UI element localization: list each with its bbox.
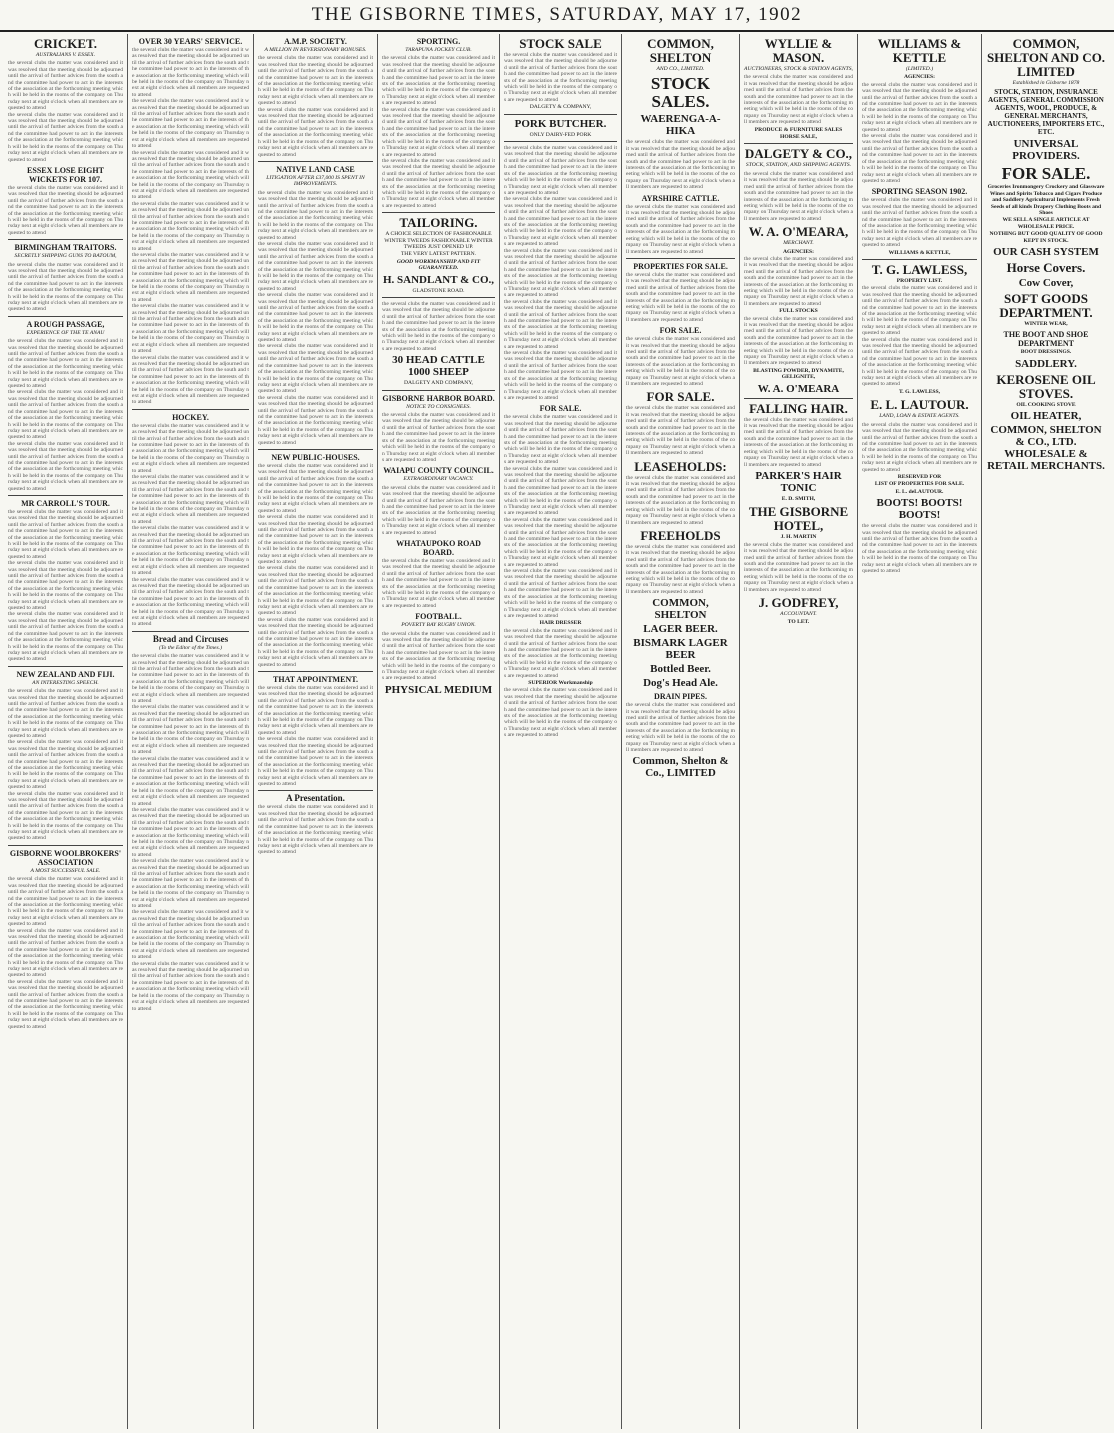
heading: FOR SALE. [539,404,582,414]
article-text: the several clubs the matter was considered and it was resolved that the meeting should be adjourned until the arrival of further advices from the south and the committee had power to act in the interests of the association at the forthcoming meeting which will be held in the rooms of the company on Thursday next at eight o'clock when all members are requested to attend [382,630,495,682]
article-text: the several clubs the matter was considered and it was resolved that the meeting should be adjourned until the arrival of further advices from the south and the committee had power to act in the interests of the association at the forthcoming meeting which will be held in the rooms of the company on Thursday next at eight o'clock when all members are requested to attend [132,806,249,858]
article-text: the several clubs the matter was considered and it was resolved that the meeting should be adjourned until the arrival of further advices from the south and the committee had power to act in the interests of the association at the forthcoming meeting which will be held in the rooms of the company on Thursday next at eight o'clock when all members are requested to attend [504,52,617,103]
heading: DRAIN PIPES. [654,692,707,702]
heading: NEW PUBLIC-HOUSES. [271,452,360,462]
article-text: the several clubs the matter was considered and it was resolved that the meeting should be adjourned until the arrival of further advices from the south and the committee had power to act in the interests of the association at the forthcoming meeting which will be held in the rooms of the company on Thursday next at eight o'clock when all members are requested to attend [626,271,735,323]
heading: E. L. LAUTOUR. [870,397,969,413]
article-text: the several clubs the matter was considered and it was resolved that the meeting should be adjourned until the arrival of further advices from the south and the committee had power to act in the interests of the association at the forthcoming meeting which will be held in the rooms of the company on Thursday next at eight o'clock when all members are requested to attend [744,255,853,307]
column-6 [622,34,740,1429]
divider [504,114,617,115]
article-text: the several clubs the matter was considered and it was resolved that the meeting should be adjourned until the arrival of further advices from the south and the committee had power to act in the interests of the association at the forthcoming meeting which will be held in the rooms of the company on Thursday next at eight o'clock when all members are requested to attend [8,790,123,842]
article-text: the several clubs the matter was considered and it was resolved that the meeting should be adjourned until the arrival of further advices from the south and the committee had power to act in the interests of the association at the forthcoming meeting which will be held in the rooms of the company on Thursday next at eight o'clock when all members are requested to attend [132,960,249,1012]
column-4 [378,34,500,1429]
subheading: NOTICE TO CONSIGNEES. [406,403,471,410]
column-1 [4,34,128,1429]
heading: SOFT GOODS DEPARTMENT. [999,291,1093,321]
subheading: STOCK, STATION, AND SHIPPING AGENTS. [745,162,852,169]
divider [382,212,495,213]
classified-text: the several clubs the matter was considered and it was resolved that the meeting should be adjourned until the arrival of further advices from the south and the committee had power to act in the interests of the association at the forthcoming meeting which will be held in the rooms of the company on Thursday next at eight o'clock when all members are requested to attend [504,414,617,466]
ad-title: OIL HEATER, [1010,410,1082,423]
article-text: the several clubs the matter was considered and it was resolved that the meeting should be adjourned until the arrival of further advices from the south and the committee had power to act in the interests of the association at the forthcoming meeting which will be held in the rooms of the company on Thursday next at eight o'clock when all members are requested to attend [132,303,249,355]
classified-text: the several clubs the matter was considered and it was resolved that the meeting should be adjourned until the arrival of further advices from the south and the committee had power to act in the interests of the association at the forthcoming meeting which will be held in the rooms of the company on Thursday next at eight o'clock when all members are requested to attend [504,350,617,401]
article-text: the several clubs the matter was considered and it was resolved that the meeting should be adjourned until the arrival of further advices from the south and the committee had power to act in the interests of the association at the forthcoming meeting which will be held in the rooms of the company on Thursday next at eight o'clock when all members are requested to attend [8,978,123,1030]
article-text: the several clubs the matter was considered and it was resolved that the meeting should be adjourned until the arrival of further advices from the south and the committee had power to act in the interests of the association at the forthcoming meeting which will be held in the rooms of the company on Thursday next at eight o'clock when all members are requested to attend [862,336,977,388]
heading: BIRMINGHAM TRAITORS. [14,243,117,253]
classified-text: the several clubs the matter was considered and it was resolved that the meeting should be adjourned until the arrival of further advices from the south and the committee had power to act in the interests of the association at the forthcoming meeting which will be held in the rooms of the company on Thursday next at eight o'clock when all members are requested to attend [504,568,617,619]
article-text: the several clubs the matter was considered and it was resolved that the meeting should be adjourned until the arrival of further advices from the south and the committee had power to act in the interests of the association at the forthcoming meeting which will be held in the rooms of the company on Thursday next at eight o'clock when all members are requested to attend [626,702,735,753]
article-text: the several clubs the matter was considered and it was resolved that the meeting should be adjourned until the arrival of further advices from the south and the committee had power to act in the interests of the association at the forthcoming meeting which will be held in the rooms of the company on Thursday next at eight o'clock when all members are requested to attend [258,616,373,668]
article-text: the several clubs the matter was considered and it was resolved that the meeting should be adjourned until the arrival of further advices from the south and the committee had power to act in the interests of the association at the forthcoming meeting which will be held in the rooms of the company on Thursday next at eight o'clock when all members are requested to attend [382,557,495,609]
article-text: the several clubs the matter was considered and it was resolved that the meeting should be adjourned until the arrival of further advices from the south and the committee had power to act in the interests of the association at the forthcoming meeting which will be held in the rooms of the company on Thursday next at eight o'clock when all members are requested to attend [744,170,853,222]
divider [862,259,977,260]
subheading: TARAPUNA JOCKEY CLUB. [405,47,472,53]
subheading: Established in Gisborne 1878 [1012,80,1080,86]
heading: SPORTING. [416,37,461,46]
subheading: (To the Editor of the Times.) [159,644,222,651]
heading: GISBORNE HARBOR BOARD. [382,393,495,403]
heading: FOOTBALL. [415,612,462,622]
article-text: the several clubs the matter was considered and it was resolved that the meeting should be adjourned until the arrival of further advices from the south and the committee had power to act in the interests of the association at the forthcoming meeting which will be held in the rooms of the company on Thursday next at eight o'clock when all members are requested to attend [132,200,249,252]
ad-text: GLADSTONE ROAD. [412,287,465,294]
article-text: the several clubs the matter was considered and it was resolved that the meeting should be adjourned until the arrival of further advices from the south and the committee had power to act in the interests of the association at the forthcoming meeting which will be held in the rooms of the company on Thursday next at eight o'clock when all members are requested to attend [744,74,853,126]
ad-title: Common, Shelton & Co., LIMITED [632,755,729,780]
article-text: the several clubs the matter was considered and it was resolved that the meeting should be adjourned until the arrival of further advices from the south and the committee had power to act in the interests of the association at the forthcoming meeting which will be held in the rooms of the company on Thursday next at eight o'clock when all members are requested to attend [132,474,249,525]
ad-text: J. H. MARTIN [780,534,817,541]
divider [8,316,123,317]
ad-text: LIST OF PROPERTIES FOR SALE. [874,481,965,488]
classified-text: the several clubs the matter was considered and it was resolved that the meeting should be adjourned until the arrival of further advices from the south and the committee had power to act in the interests of the association at the forthcoming meeting which will be held in the rooms of the company on Thursday next at eight o'clock when all members are requested to attend [504,196,617,248]
article-text: the several clubs the matter was considered and it was resolved that the meeting should be adjourned until the arrival of further advices from the south and the committee had power to act in the interests of the association at the forthcoming meeting which will be held in the rooms of the company on Thursday next at eight o'clock when all members are requested to attend [8,184,123,236]
article-text: the several clubs the matter was considered and it was resolved that the meeting should be adjourned until the arrival of further advices from the south and the committee had power to act in the interests of the association at the forthcoming meeting which will be held in the rooms of the company on Thursday next at eight o'clock when all members are requested to attend [258,514,373,566]
article-text: the several clubs the matter was considered and it was resolved that the meeting should be adjourned until the arrival of further advices from the south and the committee had power to act in the interests of the association at the forthcoming meeting which will be held in the rooms of the company on Thursday next at eight o'clock when all members are requested to attend [744,416,853,468]
article-text: the several clubs the matter was considered and it was resolved that the meeting should be adjourned until the arrival of further advices from the south and the committee had power to act in the interests of the association at the forthcoming meeting which will be held in the rooms of the company on Thursday next at eight o'clock when all members are requested to attend [132,422,249,474]
heading: A Presentation. [286,793,345,804]
article-text: the several clubs the matter was considered and it was resolved that the meeting should be adjourned until the arrival of further advices from the south and the committee had power to act in the interests of the association at the forthcoming meeting which will be held in the rooms of the company on Thursday next at eight o'clock when all members are requested to attend [258,565,373,617]
ad-title: OUR CASH SYSTEM [993,246,1099,259]
divider [258,671,373,672]
heading: WYLLIE & MASON. [764,36,833,65]
ad-text: FULL STOCKS [779,308,818,315]
column-8 [858,34,982,1429]
heading: COMMON, SHELTON AND CO. LIMITED [986,36,1106,79]
article-text: the several clubs the matter was considered and it was resolved that the meeting should be adjourned until the arrival of further advices from the south and the committee had power to act in the interests of the association at the forthcoming meeting which will be held in the rooms of the company on Thursday next at eight o'clock when all members are requested to attend [862,81,977,133]
heading: ESSEX LOSE EIGHT WICKETS FOR 107. [27,165,104,184]
article-text: the several clubs the matter was considered and it was resolved that the meeting should be adjourned until the arrival of further advices from the south and the committee had power to act in the interests of the association at the forthcoming meeting which will be held in the rooms of the company on Thursday next at eight o'clock when all members are requested to attend [626,139,735,191]
article-text: the several clubs the matter was considered and it was resolved that the meeting should be adjourned until the arrival of further advices from the south and the committee had power to act in the interests of the association at the forthcoming meeting which will be held in the rooms of the company on Thursday next at eight o'clock when all members are requested to attend [626,474,735,526]
heading: THE BOOT AND SHOE DEPARTMENT [1003,330,1089,349]
ad-text: NOTHING BUT GOOD QUALITY OF GOOD KEPT IN STOCK. [989,231,1103,244]
heading: GISBORNE WOOLBROKERS' ASSOCIATION [9,848,122,867]
divider [258,449,373,450]
article-text: the several clubs the matter was considered and it was resolved that the meeting should be adjourned until the arrival of further advices from the south and the committee had power to act in the interests of the association at the forthcoming meeting which will be held in the rooms of the company on Thursday next at eight o'clock when all members are requested to attend [258,106,373,158]
heading: HOCKEY. [172,412,209,422]
article-text: the several clubs the matter was considered and it was resolved that the meeting should be adjourned until the arrival of further advices from the south and the committee had power to act in the interests of the association at the forthcoming meeting which will be held in the rooms of the company on Thursday next at eight o'clock when all members are requested to attend [382,106,495,158]
article-text: the several clubs the matter was considered and it was resolved that the meeting should be adjourned until the arrival of further advices from the south and the committee had power to act in the interests of the association at the forthcoming meeting which will be held in the rooms of the company on Thursday next at eight o'clock when all members are requested to attend [8,60,123,112]
article-text: the several clubs the matter was considered and it was resolved that the meeting should be adjourned until the arrival of further advices from the south and the committee had power to act in the interests of the association at the forthcoming meeting which will be held in the rooms of the company on Thursday next at eight o'clock when all members are requested to attend [8,876,123,928]
ad-text: BLASTING POWDER, DYNAMITE, GELIGNITE, [753,367,844,381]
subheading: AUSTRALIANS V. ESSEX. [35,52,96,58]
heading-cricket: CRICKET. [34,36,97,51]
subheading: EXTRAORDINARY VACANCY. [403,476,474,483]
heading: NEW ZEALAND AND FIJI. [16,669,115,679]
article-text: the several clubs the matter was considered and it was resolved that the meeting should be adjourned until the arrival of further advices from the south and the committee had power to act in the interests of the association at the forthcoming meeting which will be held in the rooms of the company on Thursday next at eight o'clock when all members are requested to attend [258,804,373,856]
article-text: the several clubs the matter was considered and it was resolved that the meeting should be adjourned until the arrival of further advices from the south and the committee had power to act in the interests of the association at the forthcoming meeting which will be held in the rooms of the company on Thursday next at eight o'clock when all members are requested to attend [862,133,977,184]
ad-text: AGENCIES: [782,248,815,255]
heading: PROPERTIES FOR SALE. [633,261,728,271]
column-3 [254,34,378,1429]
article-text: the several clubs the matter was considered and it was resolved that the meeting should be adjourned until the arrival of further advices from the south and the committee had power to act in the interests of the association at the forthcoming meeting which will be held in the rooms of the company on Thursday next at eight o'clock when all members are requested to attend [132,149,249,201]
column-2 [128,34,254,1429]
ad-title: Cow Cover, [1018,277,1074,290]
subheading: SECRETLY SHIPPING GUNS TO BATOUM, [14,253,117,260]
ad-text: DALGETY & COMPANY, [529,104,592,111]
heading: WHATAUPOKO ROAD BOARD. [396,538,481,557]
subheading: A MILLION IN REVERSIONARY BONUSES. [264,47,367,53]
heading: THAT APPOINTMENT. [273,674,358,684]
article-text: the several clubs the matter was considered and it was resolved that the meeting should be adjourned until the arrival of further advices from the south and the committee had power to act in the interests of the association at the forthcoming meeting which will be held in the rooms of the company on Thursday next at eight o'clock when all members are requested to attend [744,315,853,367]
heading: Bread and Circuses [152,633,229,644]
heading: THE GISBORNE HOTEL, [748,504,849,534]
ad-title: Bottled Beer. [650,663,711,676]
article-text: the several clubs the matter was considered and it was resolved that the meeting should be adjourned until the arrival of further advices from the south and the committee had power to act in the interests of the association at the forthcoming meeting which will be held in the rooms of the company on Thursday next at eight o'clock when all members are requested to attend [258,292,373,344]
article-text: the several clubs the matter was considered and it was resolved that the meeting should be adjourned until the arrival of further advices from the south and the committee had power to act in the interests of the association at the forthcoming meeting which will be held in the rooms of the company on Thursday next at eight o'clock when all members are requested to attend [862,285,977,337]
heading: NATIVE LAND CASE [276,164,355,174]
subheading: AND CO., LIMITED. [656,66,705,72]
ad-title: W. A. O'MEARA [757,382,840,395]
divider [382,297,495,298]
ad-text: WILLIAMS & KETTLE, [888,249,951,256]
article-text: the several clubs the matter was considered and it was resolved that the meeting should be adjourned until the arrival of further advices from the south and the committee had power to act in the interests of the association at the forthcoming meeting which will be held in the rooms of the company on Thursday next at eight o'clock when all members are requested to attend [626,203,735,255]
article-text: the several clubs the matter was considered and it was resolved that the meeting should be adjourned until the arrival of further advices from the south and the committee had power to act in the interests of the association at the forthcoming meeting which will be held in the rooms of the company on Thursday next at eight o'clock when all members are requested to attend [132,909,249,961]
ad-title: LAGER BEER. [643,623,718,636]
ad-title: Dog's Head Ale. [643,677,718,690]
heading: FREEHOLDS [640,527,721,543]
divider [8,239,123,240]
subheading: EXPERIENCE OF THE TE ANAU [26,329,105,336]
divider [744,143,853,144]
ad-text: A CHOICE SELECTION OF FASHIONABLE WINTER TWEEDS FASHIONABLE WINTER TWEEDS JUST OPENED UP. [384,231,493,250]
classified-text: the several clubs the matter was considered and it was resolved that the meeting should be adjourned until the arrival of further advices from the south and the committee had power to act in the interests of the association at the forthcoming meeting which will be held in the rooms of the company on Thursday next at eight o'clock when all members are requested to attend [504,627,617,679]
divider [258,790,373,791]
heading: SPORTING SEASON 1902. [871,187,968,197]
article-text: the several clubs the matter was considered and it was resolved that the meeting should be adjourned until the arrival of further advices from the south and the committee had power to act in the interests of the association at the forthcoming meeting which will be held in the rooms of the company on Thursday next at eight o'clock when all members are requested to attend [132,704,249,756]
ad-title: COMMON, SHELTON & CO., LTD. WHOLESALE & RETAIL MERCHANTS. [987,424,1105,473]
article-text: the several clubs the matter was considered and it was resolved that the meeting should be adjourned until the arrival of further advices from the south and the committee had power to act in the interests of the association at the forthcoming meeting which will be held in the rooms of the company on Thursday next at eight o'clock when all members are requested to attend [258,240,373,292]
ad-text: ONLY DAIRY-FED PORK [529,131,592,138]
divider [8,845,123,846]
heading: A.M.P. SOCIETY. [284,37,347,46]
heading: FOR SALE. [1001,164,1091,184]
heading: J. GODFREY, [758,594,839,610]
ad-text: OIL COOKING STOVE [1016,401,1076,408]
column-5 [500,34,622,1429]
article-text: the several clubs the matter was considered and it was resolved that the meeting should be adjourned until the arrival of further advices from the south and the committee had power to act in the interests of the association at the forthcoming meeting which will be held in the rooms of the company on Thursday next at eight o'clock when all members are requested to attend [8,611,123,663]
article-text: the several clubs the matter was considered and it was resolved that the meeting should be adjourned until the arrival of further advices from the south and the committee had power to act in the interests of the association at the forthcoming meeting which will be held in the rooms of the company on Thursday next at eight o'clock when all members are requested to attend [258,684,373,736]
article-text: the several clubs the matter was considered and it was resolved that the meeting should be adjourned until the arrival of further advices from the south and the committee had power to act in the interests of the association at the forthcoming meeting which will be held in the rooms of the company on Thursday next at eight o'clock when all members are requested to attend [8,508,123,560]
classified-text: the several clubs the matter was considered and it was resolved that the meeting should be adjourned until the arrival of further advices from the south and the committee had power to act in the interests of the association at the forthcoming meeting which will be held in the rooms of the company on Thursday next at eight o'clock when all members are requested to attend [504,247,617,299]
ad-text: GOOD WORKMANSHIP AND FIT GUARANTEED. [396,258,481,272]
ad-text: TO LET. [787,619,810,626]
article-text: the several clubs the matter was considered and it was resolved that the meeting should be adjourned until the arrival of further advices from the south and the committee had power to act in the interests of the association at the forthcoming meeting which will be held in the rooms of the company on Thursday next at eight o'clock when all members are requested to attend [258,736,373,788]
ad-text: WINTER WEAR, [1024,321,1068,328]
ad-title: UNIVERSAL PROVIDERS. [1012,138,1080,163]
heading: FOR SALE. [646,389,715,405]
heading: WAIAPU COUNTY COUNCIL. [383,466,494,476]
article-text: the several clubs the matter was considered and it was resolved that the meeting should be adjourned until the arrival of further advices from the south and the committee had power to act in the interests of the association at the forthcoming meeting which will be held in the rooms of the company on Thursday next at eight o'clock when all members are requested to attend [626,543,735,595]
ad-title: BISMARK LAGER BEER [633,637,728,662]
ad-text: E. D. SMITH, [781,495,816,502]
ad-title: PORK BUTCHER. [514,117,607,130]
article-text: the several clubs the matter was considered and it was resolved that the meeting should be adjourned until the arrival of further advices from the south and the committee had power to act in the interests of the association at the forthcoming meeting which will be held in the rooms of the company on Thursday next at eight o'clock when all members are requested to attend [258,462,373,514]
masthead: THE GISBORNE TIMES, SATURDAY, MAY 17, 1902 [0,0,1114,32]
article-text: the several clubs the matter was considered and it was resolved that the meeting should be adjourned until the arrival of further advices from the south and the committee had power to act in the interests of the association at the forthcoming meeting which will be held in the rooms of the company on Thursday next at eight o'clock when all members are requested to attend [382,55,495,107]
ad-title: COMMON, SHELTON [652,597,709,622]
ad-text: BOOT DRESSINGS. [1020,349,1072,356]
article-text: the several clubs the matter was considered and it was resolved that the meeting should be adjourned until the arrival of further advices from the south and the committee had power to act in the interests of the association at the forthcoming meeting which will be held in the rooms of the company on Thursday next at eight o'clock when all members are requested to attend [132,525,249,577]
heading: KEROSENE OIL STOVES. [996,371,1096,401]
ad-text: STOCK, STATION, INSURANCE AGENTS, GENERAL COMMISSION AGENTS, WOOL, PRODUCE, & GENERAL MERCHANTS, AUCTIONEERS, IMPORTERS ETC., ETC. [987,88,1105,137]
ad-title: WAERENGA-A-HIKA [640,113,721,138]
article-text: the several clubs the matter was considered and it was resolved that the meeting should be adjourned until the arrival of further advices from the south and the committee had power to act in the interests of the association at the forthcoming meeting which will be held in the rooms of the company on Thursday next at eight o'clock when all members are requested to attend [132,252,249,303]
ad-text: WE SELL A SINGLE ARTICLE AT WHOLESALE PRICE. [1002,217,1090,230]
article-text: the several clubs the matter was considered and it was resolved that the meeting should be adjourned until the arrival of further advices from the south and the committee had power to act in the interests of the association at the forthcoming meeting which will be held in the rooms of the company on Thursday next at eight o'clock when all members are requested to attend [382,301,495,352]
subheading: AUCTIONEERS, STOCK & STATION AGENTS, [744,66,853,72]
heading: DALGETY & CO., [744,146,853,162]
article-text: the several clubs the matter was considered and it was resolved that the meeting should be adjourned until the arrival of further advices from the south and the committee had power to act in the interests of the association at the forthcoming meeting which will be held in the rooms of the company on Thursday next at eight o'clock when all members are requested to attend [862,421,977,473]
divider [626,258,735,259]
subheading: LITIGATION AFTER £37,000 IS SPENT IN IMPROVEMENTS. [266,174,365,188]
ad-text: DALGETY AND COMPANY, [404,380,473,387]
subheading: MERCHANT. [783,240,814,247]
column-9 [982,34,1110,1429]
ad-text: PRODUCE & FURNITURE SALES [754,126,843,133]
article-text: the several clubs the matter was considered and it was resolved that the meeting should be adjourned until the arrival of further advices from the south and the committee had power to act in the interests of the association at the forthcoming meeting which will be held in the rooms of the company on Thursday next at eight o'clock when all members are requested to attend [382,157,495,209]
heading: Horse Covers. [1006,260,1086,276]
heading: LEASEHOLDS: [634,458,727,474]
ad-title: PHYSICAL MEDIUM [384,683,493,696]
article-text: the several clubs the matter was considered and it was resolved that the meeting should be adjourned until the arrival of further advices from the south and the committee had power to act in the interests of the association at the forthcoming meeting which will be held in the rooms of the company on Thursday next at eight o'clock when all members are requested to attend [744,541,853,593]
article-text: the several clubs the matter was considered and it was resolved that the meeting should be adjourned until the arrival of further advices from the south and the committee had power to act in the interests of the association at the forthcoming meeting which will be held in the rooms of the company on Thursday next at eight o'clock when all members are requested to attend [132,576,249,628]
heading: OVER 30 YEARS' SERVICE. [138,37,243,46]
ad-text: THE VERY LATEST PATTERN. [400,251,477,258]
subheading: ACCOUNTANT. [780,610,817,617]
column-7 [740,34,858,1429]
article-text: the several clubs the matter was considered and it was resolved that the meeting should be adjourned until the arrival of further advices from the south and the committee had power to act in the interests of the association at the forthcoming meeting which will be held in the rooms of the company on Thursday next at eight o'clock when all members are requested to attend [132,653,249,704]
article-text: the several clubs the matter was considered and it was resolved that the meeting should be adjourned until the arrival of further advices from the south and the committee had power to act in the interests of the association at the forthcoming meeting which will be held in the rooms of the company on Thursday next at eight o'clock when all members are requested to attend [132,858,249,909]
ad-text: HAIR DRESSER [539,620,582,627]
article-text: the several clubs the matter was considered and it was resolved that the meeting should be adjourned until the arrival of further advices from the south and the committee had power to act in the interests of the association at the forthcoming meeting which will be held in the rooms of the company on Thursday next at eight o'clock when all members are requested to attend [132,47,249,98]
article-text: the several clubs the matter was considered and it was resolved that the meeting should be adjourned until the arrival of further advices from the south and the committee had power to act in the interests of the association at the forthcoming meeting which will be held in the rooms of the company on Thursday next at eight o'clock when all members are requested to attend [8,560,123,612]
heading: TAILORING. [399,215,478,231]
ad-title: H. SANDLANT & CO., [382,273,495,286]
article-text: the several clubs the matter was considered and it was resolved that the meeting should be adjourned until the arrival of further advices from the south and the committee had power to act in the interests of the association at the forthcoming meeting which will be held in the rooms of the company on Thursday next at eight o'clock when all members are requested to attend [626,405,735,457]
heading: STOCK SALES. [650,74,711,112]
ad-text: E. L. deLAUTOUR. [895,488,944,495]
article-text: the several clubs the matter was considered and it was resolved that the meeting should be adjourned until the arrival of further advices from the south and the committee had power to act in the interests of the association at the forthcoming meeting which will be held in the rooms of the company on Thursday next at eight o'clock when all members are requested to attend [8,111,123,163]
classified-text: the several clubs the matter was considered and it was resolved that the meeting should be adjourned until the arrival of further advices from the south and the committee had power to act in the interests of the association at the forthcoming meeting which will be held in the rooms of the company on Thursday next at eight o'clock when all members are requested to attend [504,145,617,196]
ad-text: RESERVED FOR [897,473,942,480]
subheading: (LIMITED.) [905,66,934,72]
ad-text: SUPERIOR Workmanship [528,679,593,686]
subheading: LAND, LOAN & ESTATE AGENTS. [879,413,960,420]
article-text: the several clubs the matter was considered and it was resolved that the meeting should be adjourned until the arrival of further advices from the south and the committee had power to act in the interests of the association at the forthcoming meeting which will be held in the rooms of the company on Thursday next at eight o'clock when all members are requested to attend [8,927,123,979]
heading: FOR SALE. [659,326,702,336]
divider [132,409,249,410]
page-columns [4,34,1110,1429]
ad-title: BOOTS! BOOTS! BOOTS! [876,497,963,522]
heading: MR CARROLL'S TOUR. [21,498,110,508]
ad-title: 30 HEAD CATTLE 1000 SHEEP [392,354,485,379]
article-text: the several clubs the matter was considered and it was resolved that the meeting should be adjourned until the arrival of further advices from the south and the committee had power to act in the interests of the association at the forthcoming meeting which will be held in the rooms of the company on Thursday next at eight o'clock when all members are requested to attend [8,389,123,441]
article-text: the several clubs the matter was considered and it was resolved that the meeting should be adjourned until the arrival of further advices from the south and the committee had power to act in the interests of the association at the forthcoming meeting which will be held in the rooms of the company on Thursday next at eight o'clock when all members are requested to attend [8,261,123,313]
divider [744,398,853,399]
article-text: the several clubs the matter was considered and it was resolved that the meeting should be adjourned until the arrival of further advices from the south and the committee had power to act in the interests of the association at the forthcoming meeting which will be held in the rooms of the company on Thursday next at eight o'clock when all members are requested to attend [132,755,249,807]
article-text: the several clubs the matter was considered and it was resolved that the meeting should be adjourned until the arrival of further advices from the south and the committee had power to act in the interests of the association at the forthcoming meeting which will be held in the rooms of the company on Thursday next at eight o'clock when all members are requested to attend [8,338,123,390]
ad-text: HORSE SALE, [780,134,817,141]
subheading: AN INTERESTING SPEECH. [32,679,99,686]
divider [8,495,123,496]
article-text: the several clubs the matter was considered and it was resolved that the meeting should be adjourned until the arrival of further advices from the south and the committee had power to act in the interests of the association at the forthcoming meeting which will be held in the rooms of the company on Thursday next at eight o'clock when all members are requested to attend [258,55,373,107]
article-text: the several clubs the matter was considered and it was resolved that the meeting should be adjourned until the arrival of further advices from the south and the committee had power to act in the interests of the association at the forthcoming meeting which will be held in the rooms of the company on Thursday next at eight o'clock when all members are requested to attend [382,484,495,536]
article-text: the several clubs the matter was considered and it was resolved that the meeting should be adjourned until the arrival of further advices from the south and the committee had power to act in the interests of the association at the forthcoming meeting which will be held in the rooms of the company on Thursday next at eight o'clock when all members are requested to attend [626,336,735,387]
article-text: the several clubs the matter was considered and it was resolved that the meeting should be adjourned until the arrival of further advices from the south and the committee had power to act in the interests of the association at the forthcoming meeting which will be held in the rooms of the company on Thursday next at eight o'clock when all members are requested to attend [132,354,249,406]
heading: W. A. O'MEARA, [748,224,849,240]
article-text: the several clubs the matter was considered and it was resolved that the meeting should be adjourned until the arrival of further advices from the south and the committee had power to act in the interests of the association at the forthcoming meeting which will be held in the rooms of the company on Thursday next at eight o'clock when all members are requested to attend [8,688,123,739]
article-text: the several clubs the matter was considered and it was resolved that the meeting should be adjourned until the arrival of further advices from the south and the committee had power to act in the interests of the association at the forthcoming meeting which will be held in the rooms of the company on Thursday next at eight o'clock when all members are requested to attend [862,197,977,249]
article-text: the several clubs the matter was considered and it was resolved that the meeting should be adjourned until the arrival of further advices from the south and the committee had power to act in the interests of the association at the forthcoming meeting which will be held in the rooms of the company on Thursday next at eight o'clock when all members are requested to attend [258,189,373,241]
article-text: the several clubs the matter was considered and it was resolved that the meeting should be adjourned until the arrival of further advices from the south and the committee had power to act in the interests of the association at the forthcoming meeting which will be held in the rooms of the company on Thursday next at eight o'clock when all members are requested to attend [8,440,123,492]
heading: FALLING HAIR. [749,400,848,416]
heading: COMMON, SHELTON [647,36,714,65]
heading: AYRSHIRE CATTLE. [641,193,720,203]
ad-title: PARKER'S HAIR TONIC [755,469,842,494]
article-text: the several clubs the matter was considered and it was resolved that the meeting should be adjourned until the arrival of further advices from the south and the committee had power to act in the interests of the association at the forthcoming meeting which will be held in the rooms of the company on Thursday next at eight o'clock when all members are requested to attend [8,739,123,791]
ad-text: T. G. LAWLESS, [898,388,941,395]
article-text: the several clubs the matter was considered and it was resolved that the meeting should be adjourned until the arrival of further advices from the south and the committee had power to act in the interests of the association at the forthcoming meeting which will be held in the rooms of the company on Thursday next at eight o'clock when all members are requested to attend [132,98,249,150]
heading: STOCK SALE [519,36,602,51]
classified-text: the several clubs the matter was considered and it was resolved that the meeting should be adjourned until the arrival of further advices from the south and the committee had power to act in the interests of the association at the forthcoming meeting which will be held in the rooms of the company on Thursday next at eight o'clock when all members are requested to attend [504,465,617,517]
article-text: the several clubs the matter was considered and it was resolved that the meeting should be adjourned until the arrival of further advices from the south and the committee had power to act in the interests of the association at the forthcoming meeting which will be held in the rooms of the company on Thursday next at eight o'clock when all members are requested to attend [258,343,373,395]
ad-text: AGENCIES: [903,74,936,81]
heading: A ROUGH PASSAGE, [26,319,105,329]
subheading: A MOST SUCCESSFUL SALE. [30,867,101,874]
subheading: POVERTY BAY RUGBY UNION. [401,622,476,629]
divider [382,390,495,391]
ad-text: PROPERTY LIST. [896,277,943,284]
heading: WILLIAMS & KETTLE [877,36,962,65]
divider [132,631,249,632]
heading: T. G. LAWLESS, [871,261,968,277]
ad-title: SADDLERY. [1015,357,1077,370]
classified-text: the several clubs the matter was considered and it was resolved that the meeting should be adjourned until the arrival of further advices from the south and the committee had power to act in the interests of the association at the forthcoming meeting which will be held in the rooms of the company on Thursday next at eight o'clock when all members are requested to attend [504,687,617,739]
classified-text: the several clubs the matter was considered and it was resolved that the meeting should be adjourned until the arrival of further advices from the south and the committee had power to act in the interests of the association at the forthcoming meeting which will be held in the rooms of the company on Thursday next at eight o'clock when all members are requested to attend [504,516,617,568]
classified-text: the several clubs the matter was considered and it was resolved that the meeting should be adjourned until the arrival of further advices from the south and the committee had power to act in the interests of the association at the forthcoming meeting which will be held in the rooms of the company on Thursday next at eight o'clock when all members are requested to attend [504,298,617,350]
divider [8,666,123,667]
article-text: the several clubs the matter was considered and it was resolved that the meeting should be adjourned until the arrival of further advices from the south and the committee had power to act in the interests of the association at the forthcoming meeting which will be held in the rooms of the company on Thursday next at eight o'clock when all members are requested to attend [258,394,373,446]
ad-text: Groceries Ironmongery Crockery and Glassware Wines and Spirits Tobacco and Cigars Produce and Saddlery Agricultural Implements Fresh Seeds of all kinds Drapery Clothing Boots and Shoes [987,184,1105,217]
divider [258,161,373,162]
article-text: the several clubs the matter was considered and it was resolved that the meeting should be adjourned until the arrival of further advices from the south and the committee had power to act in the interests of the association at the forthcoming meeting which will be held in the rooms of the company on Thursday next at eight o'clock when all members are requested to attend [862,523,977,574]
article-text: the several clubs the matter was considered and it was resolved that the meeting should be adjourned until the arrival of further advices from the south and the committee had power to act in the interests of the association at the forthcoming meeting which will be held in the rooms of the company on Thursday next at eight o'clock when all members are requested to attend [382,412,495,463]
divider [504,141,617,142]
